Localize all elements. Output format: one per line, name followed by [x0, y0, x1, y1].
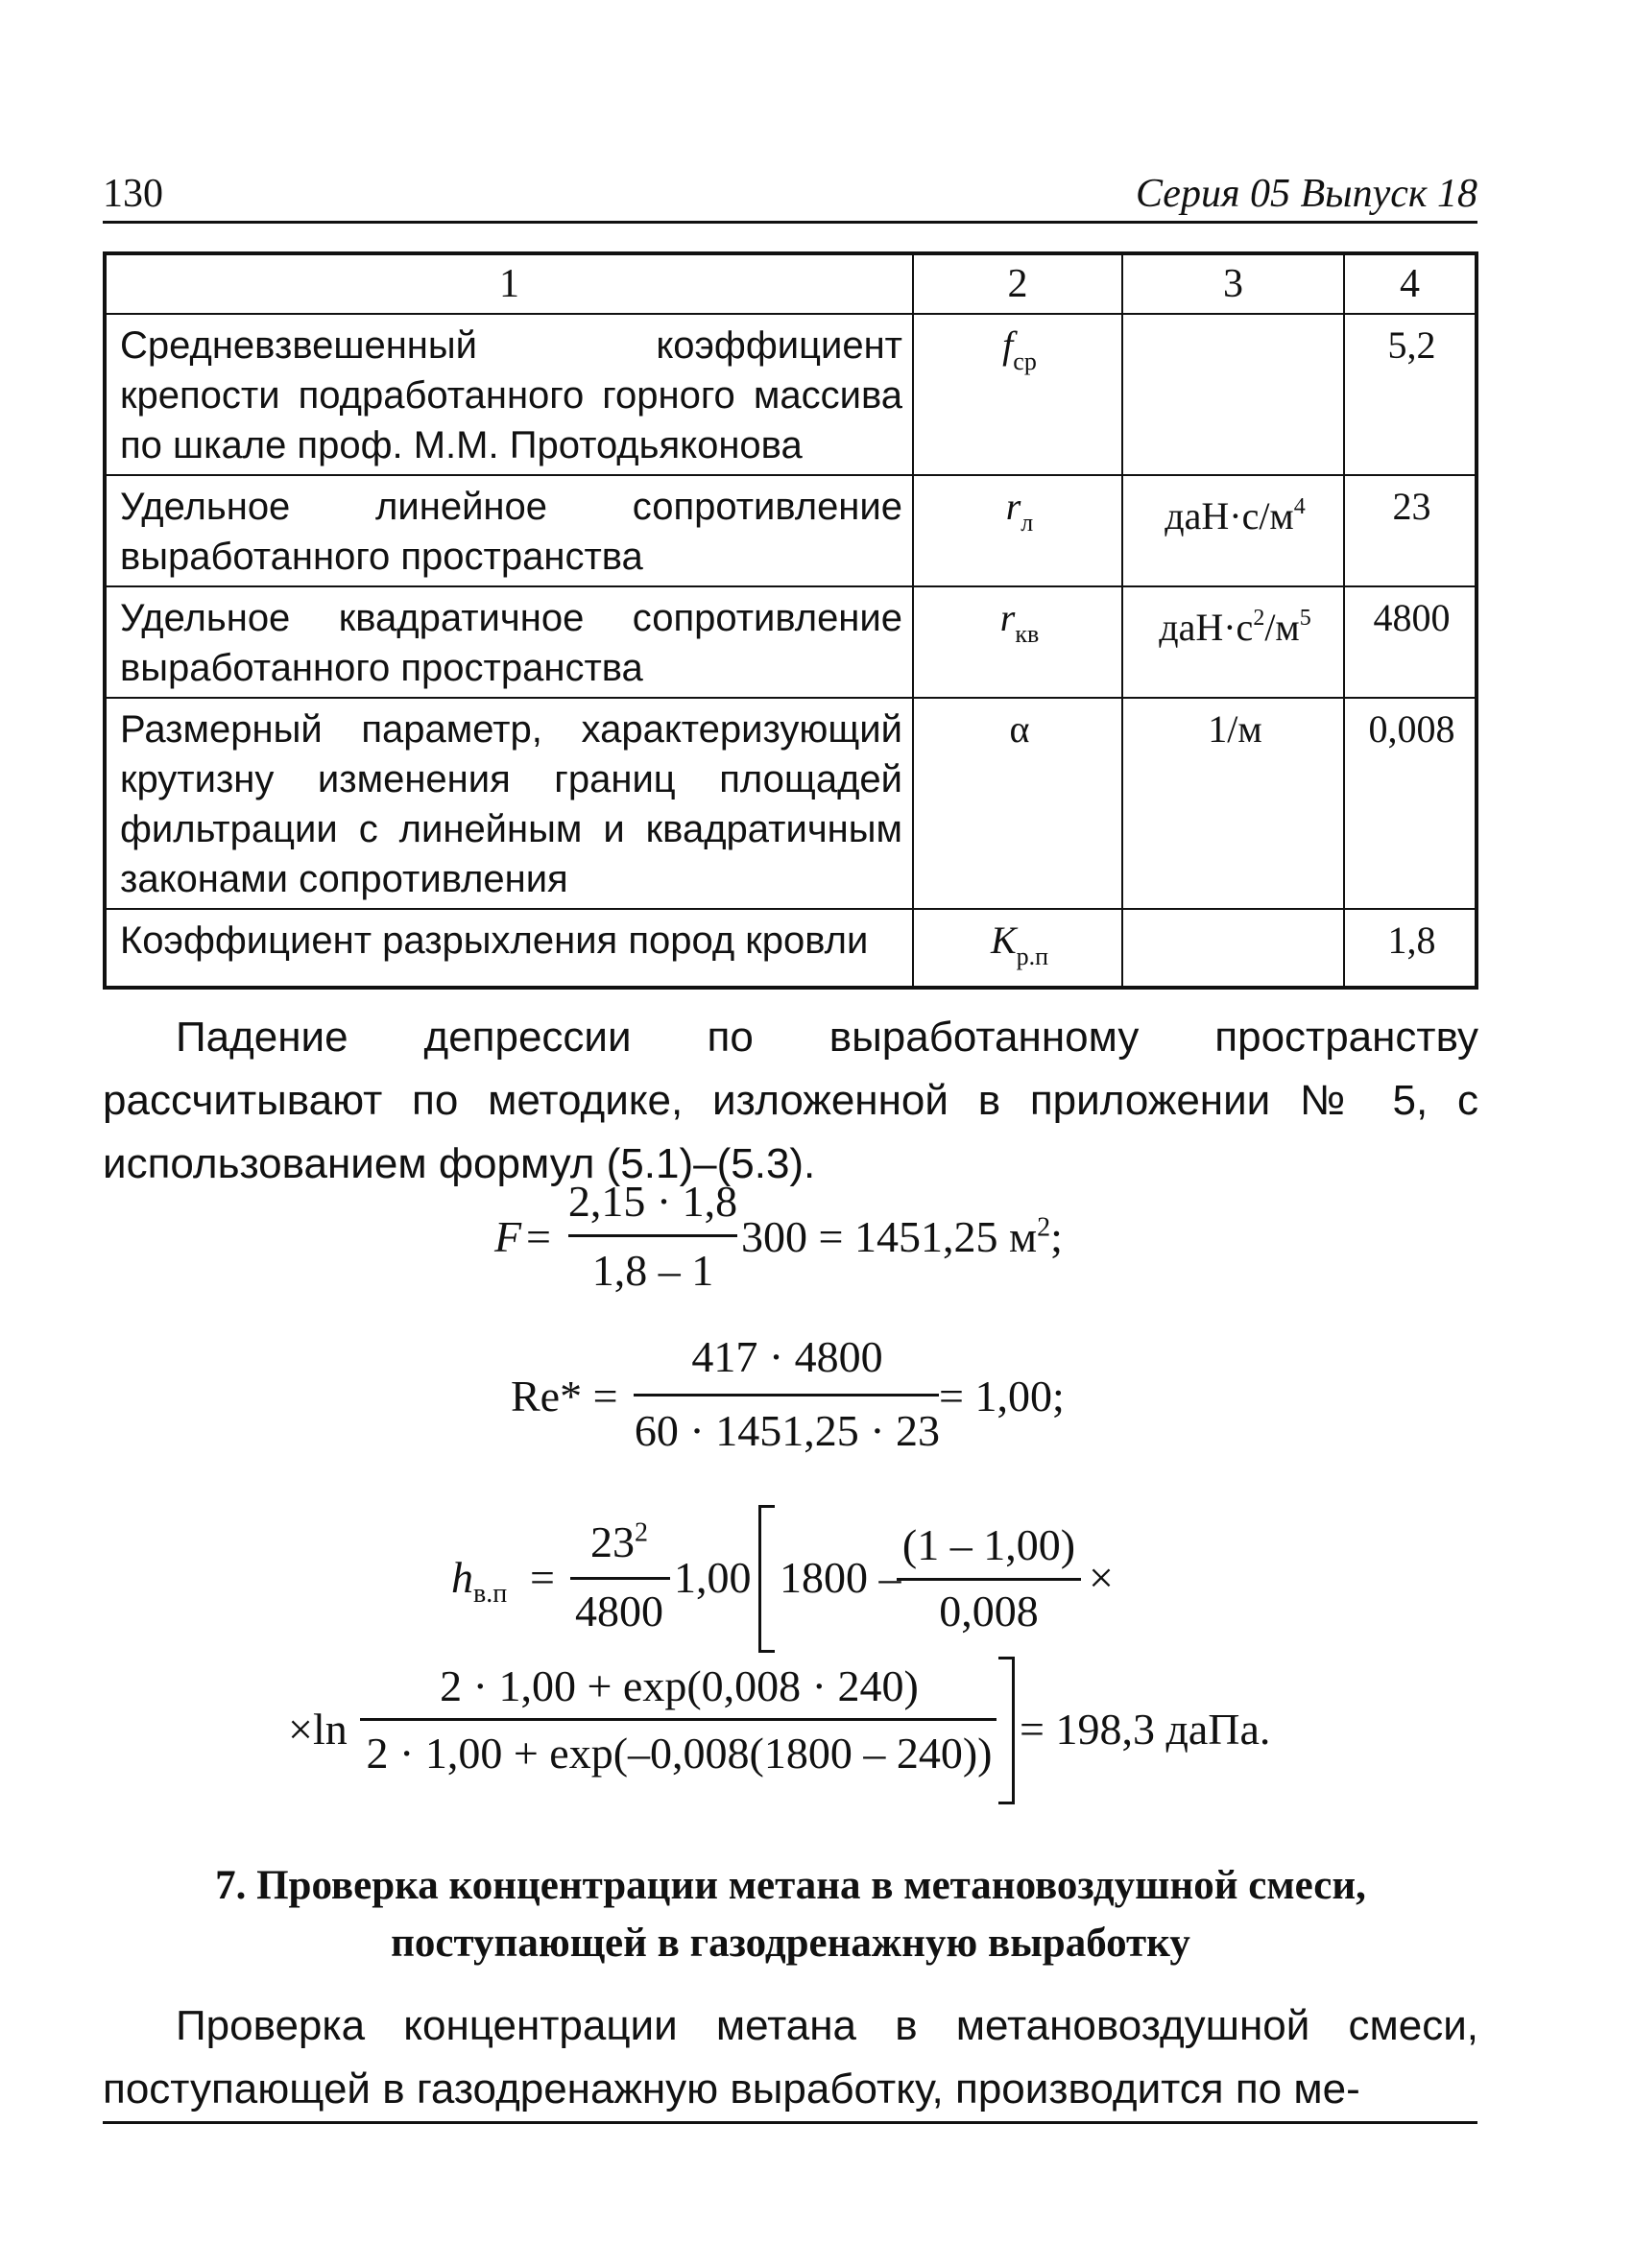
param-unit: 1/м: [1122, 698, 1344, 909]
param-value: 23: [1344, 475, 1477, 586]
param-name: Размерный параметр, характеризующий крутизну изменения границ площадей фильтрации с линейным и квадратичным законами сопротивления: [105, 698, 913, 909]
formula-lhs: F: [494, 1212, 522, 1261]
formula-ln: ×ln: [288, 1705, 348, 1754]
formula-result: = 198,3 даПа.: [1020, 1705, 1271, 1754]
param-symbol: $f_{ср}$: [913, 314, 1122, 475]
table-header-row: [105, 253, 1477, 314]
param-name: Удельное линейное сопротивление выработанного пространства: [105, 475, 913, 586]
series-title: Серия 05 Выпуск 18: [1136, 172, 1477, 216]
fraction-bar: [634, 1394, 939, 1397]
formula-lhs: $h_{в.п}$: [451, 1553, 508, 1610]
column-header: 3: [1122, 253, 1344, 314]
param-symbol: $r_{кв}$: [913, 586, 1122, 698]
body-paragraph: Проверка концентрации метана в метановоздушной смеси, поступающей в газодренажную выработку, производится по ме-: [103, 2002, 1478, 2113]
formula-numerator: 417 · 4800: [691, 1332, 883, 1381]
table-row: [105, 698, 1477, 909]
table-row: [105, 586, 1477, 698]
param-name: Коэффициент разрыхления пород кровли: [105, 909, 913, 988]
header-rule: [103, 221, 1477, 224]
right-bracket: [998, 1657, 1015, 1804]
formula-times: ×: [1089, 1553, 1114, 1602]
fraction-bar: [360, 1718, 997, 1721]
param-symbol: α: [913, 698, 1122, 909]
param-name: Средневзвешенный коэффициент крепости подработанного горного массива по шкале проф. М.М. Протодьяконова: [105, 314, 913, 475]
formula-denominator: 60 · 1451,25 · 23: [634, 1406, 941, 1455]
fraction-bar: [568, 1234, 737, 1237]
parameter-table: [103, 251, 1478, 990]
formula-denominator: 4800: [575, 1587, 663, 1635]
param-value: 5,2: [1344, 314, 1477, 475]
formula-mid: 1,00: [674, 1553, 752, 1602]
fraction-bar: [570, 1577, 670, 1580]
param-symbol: $r_л$: [913, 475, 1122, 586]
formula-numerator: (1 – 1,00): [901, 1520, 1076, 1569]
formula-inner: 1800 –: [780, 1553, 901, 1602]
formula-eq: =: [526, 1212, 551, 1261]
running-header: [103, 171, 1477, 221]
section-heading: 7. Проверка концентрации метана в метановоздушной смеси, поступающей в газодренажную выработку: [215, 1863, 1366, 1966]
formula-denominator: 2 · 1,00 + exp(–0,008(1800 – 240)): [366, 1729, 993, 1778]
formula-lhs: Re* =: [511, 1372, 618, 1420]
formula-numerator: $23^2$: [590, 1517, 648, 1566]
fraction-bar: [897, 1578, 1081, 1581]
param-symbol: $K_{р.п}$: [913, 909, 1122, 988]
page-number: 130: [103, 172, 163, 216]
formula-result: 300 = 1451,25 $м^2$;: [741, 1212, 1063, 1261]
table-row: [105, 909, 1477, 988]
formula-numerator: 2,15 · 1,8: [567, 1177, 738, 1226]
formula-numerator: 2 · 1,00 + exp(0,008 · 240): [440, 1661, 919, 1710]
formula-denominator: 0,008: [939, 1587, 1039, 1635]
formula-eq: =: [530, 1553, 555, 1602]
param-unit: [1122, 909, 1344, 988]
footer-rule: [103, 2121, 1477, 2124]
param-unit: $даН\cdot с/м^4$: [1122, 475, 1344, 586]
formula-result: = 1,00;: [939, 1372, 1065, 1420]
param-value: 4800: [1344, 586, 1477, 698]
param-unit: $даН\cdot с^2/м^5$: [1122, 586, 1344, 698]
body-paragraph: Падение депрессии по выработанному пространству рассчитывают по методике, изложенной в приложении № 5, с использованием формул (5.1)–(5.3).: [103, 1014, 1478, 1187]
param-value: 1,8: [1344, 909, 1477, 988]
table-row: [105, 314, 1477, 475]
column-header: 2: [913, 253, 1122, 314]
param-unit: [1122, 314, 1344, 475]
formula-denominator: 1,8 – 1: [591, 1246, 714, 1295]
param-value: 0,008: [1344, 698, 1477, 909]
param-name: Удельное квадратичное сопротивление выработанного пространства: [105, 586, 913, 698]
left-bracket: [758, 1505, 775, 1653]
column-header: 1: [105, 253, 913, 314]
table-row: [105, 475, 1477, 586]
column-header: 4: [1344, 253, 1477, 314]
